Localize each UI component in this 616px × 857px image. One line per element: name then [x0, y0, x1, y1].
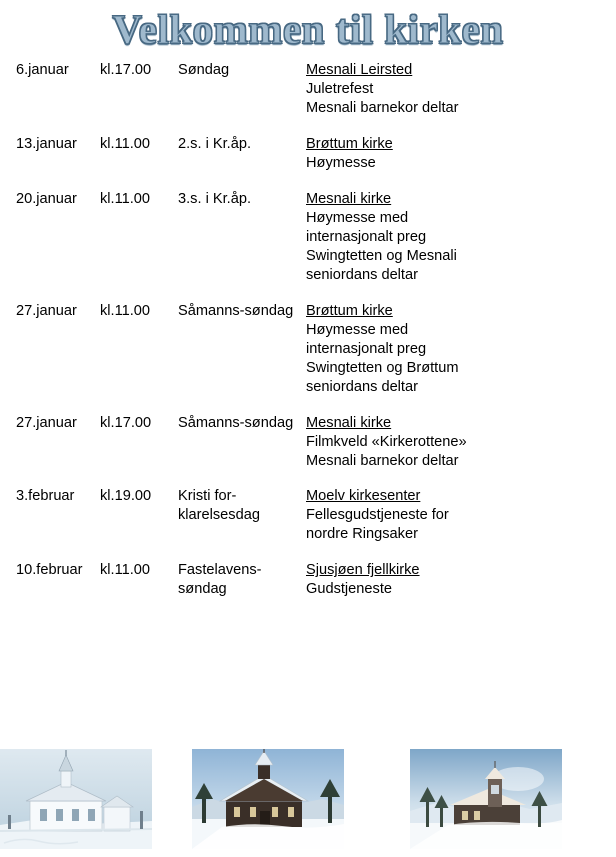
row-kind: Såmanns-søndag — [178, 302, 294, 319]
photo-strip — [0, 749, 616, 851]
row-place — [306, 487, 600, 561]
place-name: Sjusjøen fjellkirke — [306, 562, 420, 579]
service-schedule-table — [16, 61, 600, 616]
document-page — [0, 8, 616, 857]
place-detail: internasjonalt preg — [306, 340, 427, 357]
schedule-body — [16, 61, 600, 616]
place-name: Moelv kirkesenter — [306, 488, 421, 505]
row-place — [306, 302, 600, 414]
row-time: kl.11.00 — [100, 302, 151, 319]
place-detail: Filmkveld «Kirkerottene» — [306, 433, 467, 450]
white-church-winter-photo-graphic — [0, 749, 152, 849]
place-detail: internasjonalt preg — [306, 228, 427, 245]
row-place — [306, 414, 600, 488]
place-detail: Swingtetten og Brøttum — [306, 359, 459, 376]
table-row — [16, 190, 600, 302]
row-place — [306, 190, 600, 302]
place-detail: seniordans deltar — [306, 378, 418, 395]
dark-wooden-church-photo — [192, 749, 344, 849]
row-place — [306, 61, 600, 135]
row-date: 3.februar — [16, 488, 75, 505]
row-kind: Såmanns-søndag — [178, 414, 294, 431]
place-detail: Fellesgudstjeneste for — [306, 507, 449, 524]
row-date: 27.januar — [16, 302, 77, 319]
place-detail: Mesnali barnekor deltar — [306, 99, 459, 116]
fjellkirke-photo — [410, 749, 562, 849]
row-date: 13.januar — [16, 135, 77, 152]
row-time: kl.11.00 — [100, 562, 151, 579]
place-detail: Mesnali barnekor deltar — [306, 452, 459, 469]
place-detail: Høymesse — [306, 154, 376, 171]
row-date: 10.februar — [16, 562, 83, 579]
place-name: Mesnali kirke — [306, 190, 392, 207]
row-time: kl.17.00 — [100, 414, 152, 431]
table-row — [16, 61, 600, 135]
row-time: kl.11.00 — [100, 190, 151, 207]
table-row — [16, 561, 600, 616]
place-detail: nordre Ringsaker — [306, 526, 418, 543]
table-row — [16, 414, 600, 488]
place-detail: Høymesse med — [306, 209, 409, 226]
table-row — [16, 487, 600, 561]
place-detail: Swingtetten og Mesnali — [306, 247, 457, 264]
place-detail: Juletrefest — [306, 81, 374, 98]
place-detail: Gudstjeneste — [306, 581, 392, 598]
place-name: Mesnali Leirsted — [306, 62, 413, 79]
row-date: 27.januar — [16, 414, 77, 431]
row-place — [306, 561, 600, 616]
row-date: 6.januar — [16, 62, 69, 79]
fjellkirke-photo-graphic — [410, 749, 562, 849]
place-detail: Høymesse med — [306, 321, 409, 338]
row-time: kl.11.00 — [100, 135, 151, 152]
row-kind: 3.s. i Kr.åp. — [178, 190, 252, 207]
white-church-winter-photo — [0, 749, 152, 849]
page-title-text: Velkommen til kirken — [112, 6, 504, 52]
row-kind: Fastelavens-søndag — [178, 562, 262, 598]
place-name: Brøttum kirke — [306, 135, 393, 152]
row-place — [306, 135, 600, 190]
dark-wooden-church-photo-graphic — [192, 749, 344, 849]
row-kind: Kristi for-klarelsesdag — [178, 488, 260, 524]
row-time: kl.19.00 — [100, 488, 152, 505]
row-kind: Søndag — [178, 62, 230, 79]
table-row — [16, 302, 600, 414]
page-title — [16, 8, 600, 51]
place-name: Mesnali kirke — [306, 414, 392, 431]
place-detail: seniordans deltar — [306, 266, 418, 283]
row-time: kl.17.00 — [100, 62, 152, 79]
place-name: Brøttum kirke — [306, 302, 393, 319]
table-row — [16, 135, 600, 190]
row-date: 20.januar — [16, 190, 77, 207]
row-kind: 2.s. i Kr.åp. — [178, 135, 252, 152]
